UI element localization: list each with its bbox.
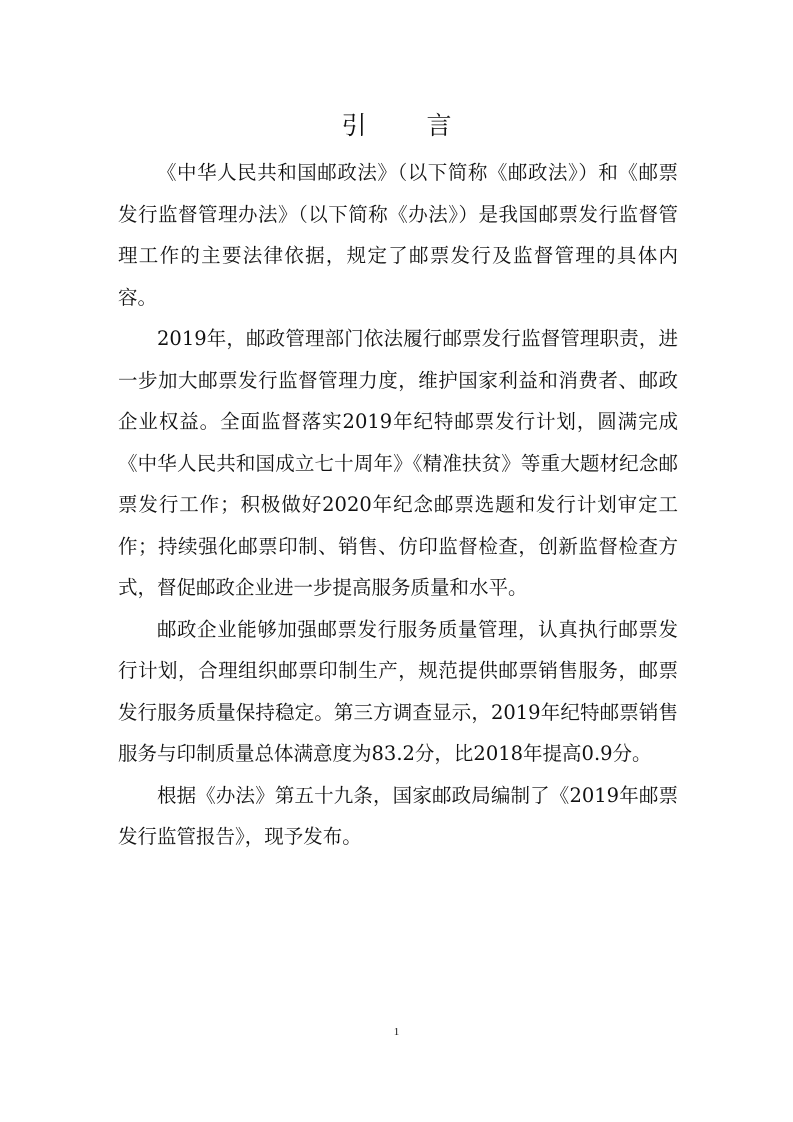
- paragraph-service-quality: 邮政企业能够加强邮票发行服务质量管理，认真执行邮票发行计划，合理组织邮票印制生产，规范提供邮票销售服务，邮票发行服务质量保持稳定。第三方调查显示，2019年纪特邮票销售服务与印制质量总体满意度为83.2分，比2018年提高0.9分。: [118, 617, 678, 765]
- page-number: 1: [393, 1026, 400, 1038]
- page-title: 引 言: [341, 111, 478, 140]
- paragraph-supervision-2019: 2019年，邮政管理部门依法履行邮票发行监督管理职责，进一步加大邮票发行监督管理力度，维护国家利益和消费者、邮政企业权益。全面监督落实2019年纪特邮票发行计划，圆满完成《中华人民共和国成立七十周年》《精准扶贫》等重大题材纪念邮票发行工作；积极做好2020年纪念邮票选题和发行计划审定工作；持续强化邮票印制、销售、仿印监督检查，创新监督检查方式，督促邮政企业进一步提高服务质量和水平。: [118, 327, 678, 599]
- paragraph-intro: 《中华人民共和国邮政法》（以下简称《邮政法》）和《邮票发行监督管理办法》（以下简称《办法》）是我国邮票发行监督管理工作的主要法律依据，规定了邮票发行及监督管理的具体内容。: [118, 161, 678, 309]
- document-body: [118, 152, 678, 858]
- paragraph-report-release: 根据《办法》第五十九条，国家邮政局编制了《2019年邮票发行监管报告》，现予发布。: [118, 783, 678, 848]
